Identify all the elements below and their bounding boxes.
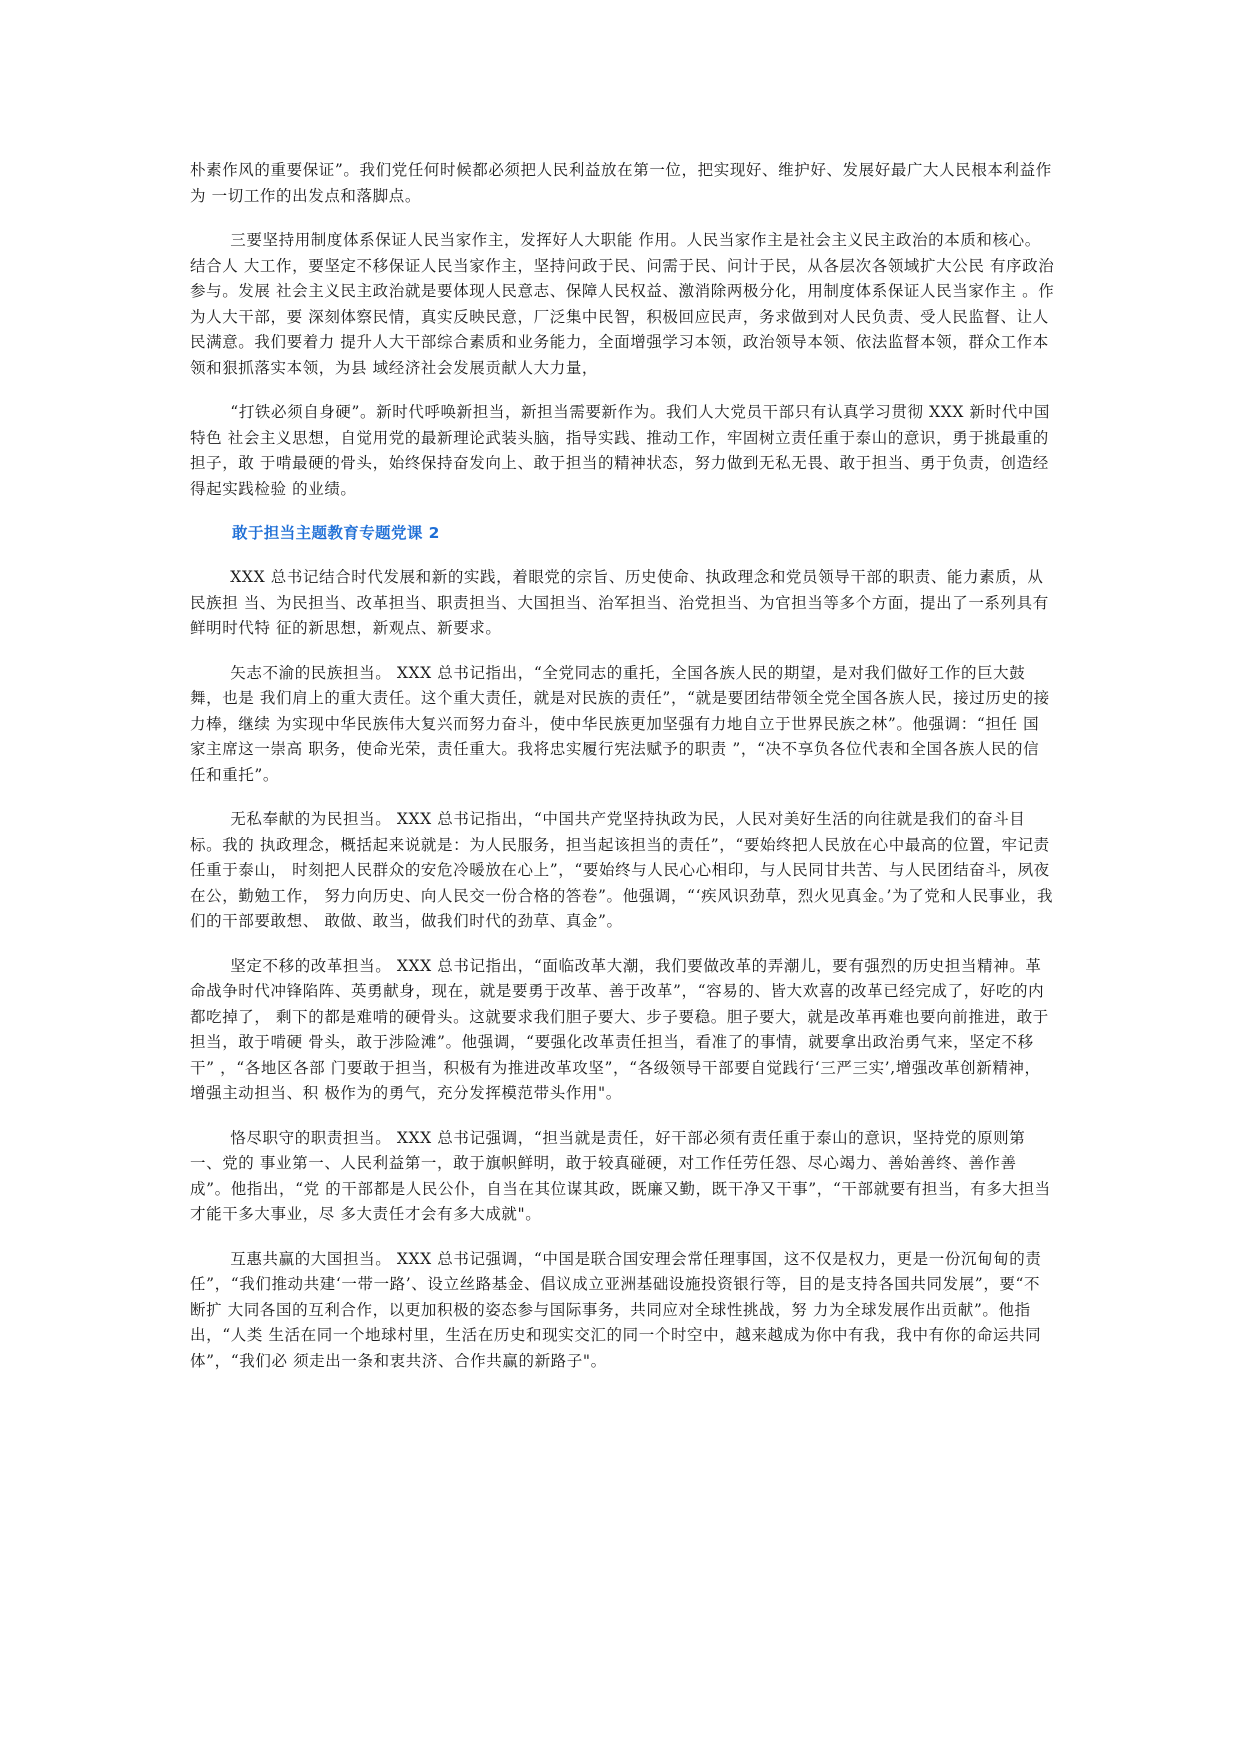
paragraph-major-power-responsibility: 互惠共赢的大国担当。 XXX 总书记强调，“中国是联合国安理会常任理事国，这不仅是权力，更是一份沉甸甸的责任”，“我们推动共建‘一带一路’、设立丝路基金、倡议成立亚洲基础设施投资银行等，目的是支持各国共同发展”，要“不断扩 大同各国的互利合作，以更加积极的姿态参与国际事务，共同应对全球性挑战，努 力为全球发展作出贡献”。他指出，“人类 生活在同一个地球村里，生活在历史和现实交汇的同一个时空中，越来越成为你中有我，我中有你的命运共同体”，“我们必 须走出一条和衷共济、合作共赢的新路子"。 (190, 1249, 1042, 1370)
paragraph-overview: XXX 总书记结合时代发展和新的实践，着眼党的宗旨、历史使命、执政理念和党员领导干部的职责、能力素质，从民族担 当、为民担当、改革担当、职责担当、大国担当、治军担当、治党担当、为官担当等多个方面，提出了一系列具有鲜明时代特 征的新思想，新观点、新要求。 (190, 568, 1049, 637)
paragraph-national-responsibility: 矢志不渝的民族担当。 XXX 总书记指出，“全党同志的重托，全国各族人民的期望，是对我们做好工作的巨大鼓舞，也是 我们肩上的重大责任。这个重大责任，就是对民族的责任”，“就是要团结带领全党全国各族人民，接过历史的接力棒，继续 为实现中华民族伟大复兴而努力奋斗，使中华民族更加坚强有力地自立于世界民族之林”。他强调：“担任 国家主席这一崇高 职务，使命光荣，责任重大。我将忠实履行宪法赋予的职责 ”，“决不享负各位代表和全国各族人民的信任和重托”。 (190, 663, 1050, 784)
paragraph-people-as-masters: 三要坚持用制度体系保证人民当家作主，发挥好人大职能 作用。人民当家作主是社会主义民主政治的本质和核心。结合人 大工作，要坚定不移保证人民当家作主，坚持问政于民、问需于民、问计于民，从各层次各领域扩大公民 有序政治参与。发展 社会主义民主政治就是要体现人民意志、保障人民权益、激消除两极分化，用制度体系保证人民当家作主 。作为人大干部，要 深刻体察民情，真实反映民意，厂泛集中民智，积极回应民声，务求做到对人民负责、受人民监督、让人民满意。我们要着力 提升人大干部综合素质和业务能力，全面增强学习本领，政治领导本领、依法监督本领，群众工作本 领和狠抓落实本领，为县 域经济社会发展贡献人大力量， (190, 231, 1055, 377)
section-heading: 敢于担当主题教育专题党课 2 (232, 524, 440, 542)
document-body (190, 158, 1055, 1393)
paragraph-continuation: 朴素作风的重要保证”。我们党任何时候都必须把人民利益放在第一位，把实现好、维护好、发展好最广大人民根本利益作为 一切工作的出发点和落脚点。 (190, 161, 1052, 205)
paragraph-duty-responsibility: 恪尽职守的职责担当。 XXX 总书记强调，“担当就是责任，好干部必须有责任重于泰山的意识，坚持党的原则第一、党的 事业第一、人民利益第一，敢于旗帜鲜明，敢于较真碰硬，对工作任劳任怨、尽心竭力、善始善终、善作善成”。他指出，“党 的干部都是人民公仆，自当在其位谋其政，既廉又勤，既干净又干事”，“干部就要有担当，有多大担当才能干多大事业，尽 多大责任才会有多大成就"。 (190, 1128, 1051, 1223)
paragraph-reform-responsibility: 坚定不移的改革担当。 XXX 总书记指出，“面临改革大潮，我们要做改革的弄潮儿，要有强烈的历史担当精神。革命战争时代冲锋陷阵、英勇献身，现在，就是要勇于改革、善于改革”，“容易的、皆大欢喜的改革已经完成了，好吃的内都吃掉了， 剩下的都是难啃的硬骨头。这就要求我们胆子要大、步子要稳。胆子要大，就是改革再难也要向前推进，敢于担当，敢于啃硬 骨头，敢于涉险滩”。他强调，“要强化改革责任担当，看准了的事情，就要拿出政治勇气来，坚定不移干” ，“各地区各部 门要敢于担当，积极有为推进改革攻坚”，“各级领导干部要自觉践行‘三严三实’,增强改革创新精神，增强主动担当、积 极作为的勇气，充分发挥模范带头作用"。 (190, 956, 1049, 1102)
paragraph-people-responsibility: 无私奉献的为民担当。 XXX 总书记指出，“中国共产党坚持执政为民，人民对美好生活的向往就是我们的奋斗目标。我的 执政理念，概括起来说就是：为人民服务，担当起该担当的责任”，“要始终把人民放在心中最高的位置，牢记责任重于泰山， 时刻把人民群众的安危冷暖放在心上”，“要始终与人民心心相印，与人民同甘共苦、与人民团结奋斗，夙夜在公，勤勉工作， 努力向历史、向人民交一份合格的答卷”。他强调，“‘疾风识劲草，烈火见真金。’为了党和人民事业，我们的干部要敢想、 敢做、敢当，做我们时代的劲草、真金”。 (190, 810, 1054, 930)
paragraph-self-discipline: “打铁必须自身硬”。新时代呼唤新担当，新担当需要新作为。我们人大党员干部只有认真学习贯彻 XXX 新时代中国特色 社会主义思想，自觉用党的最新理论武装头脑，指导实践、推动工作，牢固树立责任重于泰山的意识，勇于挑最重的担子，敢 于啃最硬的骨头，始终保持奋发向上、敢于担当的精神状态，努力做到无私无畏、敢于担当、勇于负责，创造经得起实践检验 的业绩。 (190, 403, 1051, 498)
